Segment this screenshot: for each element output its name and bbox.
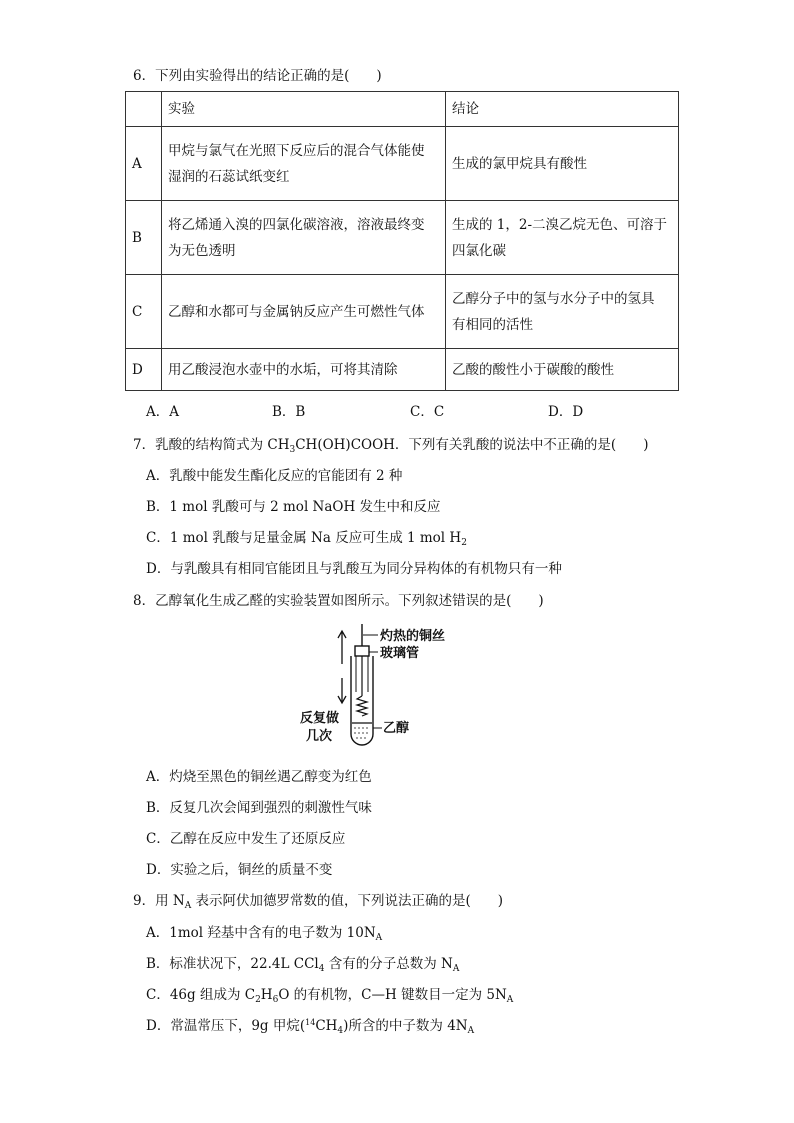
row-experiment: 乙醇和水都可与金属钠反应产生可燃性气体 [162, 275, 446, 349]
q6-option-d[interactable]: D．D [548, 404, 584, 420]
row-experiment: 用乙酸浸泡水壶中的水垢，可将其清除 [162, 349, 446, 391]
row-experiment: 甲烷与氯气在光照下反应后的混合气体能使 湿润的石蕊试纸变红 [162, 127, 446, 201]
label-copper-wire: 灼热的铜丝 [380, 629, 446, 644]
q9-stem: 9．用 $N_A$ 表示阿伏加德罗常数的值，下列说法正确的是( ) [133, 893, 504, 911]
row-conclusion: 乙酸的酸性小于碳酸的酸性 [446, 349, 679, 391]
label-glass-tube: 玻璃管 [380, 646, 420, 661]
up-down-arrow-icon [338, 631, 346, 703]
q7-option-b[interactable]: B．1 mol 乳酸可与 2 mol NaOH 发生中和反应 [146, 499, 441, 515]
q9-option-d[interactable]: D．常温常压下，9g 甲烷$(^{14}CH_4)$所含的中子数为 $4N_A$ [146, 1018, 475, 1036]
q9-option-c[interactable]: C．46g 组成为 $C_2H_6O$ 的有机物，C—H 键数目一定为 $5N_A$ [146, 987, 514, 1005]
q8-stem: 8．乙醇氧化生成乙醛的实验装置如图所示。下列叙述错误的是( ) [133, 593, 544, 609]
row-conclusion: 生成的 1，2-二溴乙烷无色、可溶于 四氯化碳 [446, 201, 679, 275]
q6-stem: 6．下列由实验得出的结论正确的是( ) [133, 68, 382, 84]
copper-coil-icon [357, 696, 367, 716]
q6-option-b[interactable]: B．B [272, 404, 306, 420]
q7-option-c[interactable]: C．1 mol 乳酸与足量金属 Na 反应可生成 1 mol $H_2$ [146, 530, 467, 548]
row-key: C [126, 275, 162, 349]
q9-option-b[interactable]: B．标准状况下，22.4L CCl$_4$ 含有的分子总数为 $N_A$ [146, 956, 460, 974]
table-header-row [126, 92, 679, 127]
table-row [126, 349, 679, 391]
q7-option-d[interactable]: D．与乳酸具有相同官能团且与乳酸互为同分异构体的有机物只有一种 [146, 561, 562, 577]
q7-stem: 7．乳酸的结构简式为 $CH_3CH(OH)COOH$．下列有关乳酸的说法中不正确的是( ) [133, 437, 649, 455]
q8-option-b[interactable]: B．反复几次会闻到强烈的刺激性气味 [146, 800, 372, 816]
q6-table [125, 91, 679, 391]
q8-option-a[interactable]: A．灼烧至黑色的铜丝遇乙醇变为红色 [146, 769, 372, 785]
q9-option-a[interactable]: A．1mol 羟基中含有的电子数为 $10N_A$ [146, 925, 383, 943]
label-repeat-1: 反复做 [300, 711, 340, 726]
row-conclusion: 乙醇分子中的氢与水分子中的氢具 有相同的活性 [446, 275, 679, 349]
row-key: B [126, 201, 162, 275]
header-experiment: 实验 [162, 92, 446, 127]
glass-tube-head-icon [355, 646, 369, 656]
row-key: D [126, 349, 162, 391]
row-experiment: 将乙烯通入溴的四氯化碳溶液，溶液最终变 为无色透明 [162, 201, 446, 275]
table-row [126, 201, 679, 275]
q8-option-c[interactable]: C．乙醇在反应中发生了还原反应 [146, 831, 346, 847]
q8-option-d[interactable]: D．实验之后，铜丝的质量不变 [146, 862, 333, 878]
q6-option-a[interactable]: A．A [146, 404, 179, 420]
label-ethanol: 乙醇 [383, 721, 410, 736]
q7-option-a[interactable]: A．乳酸中能发生酯化反应的官能团有 2 种 [146, 468, 403, 484]
row-key: A [126, 127, 162, 201]
q6-option-c[interactable]: C．C [410, 404, 445, 420]
table-row [126, 127, 679, 201]
table-row [126, 275, 679, 349]
header-cell [126, 92, 162, 127]
row-conclusion: 生成的氯甲烷具有酸性 [446, 127, 679, 201]
label-repeat-2: 几次 [306, 729, 333, 744]
apparatus-diagram [290, 622, 470, 752]
header-conclusion: 结论 [446, 92, 679, 127]
